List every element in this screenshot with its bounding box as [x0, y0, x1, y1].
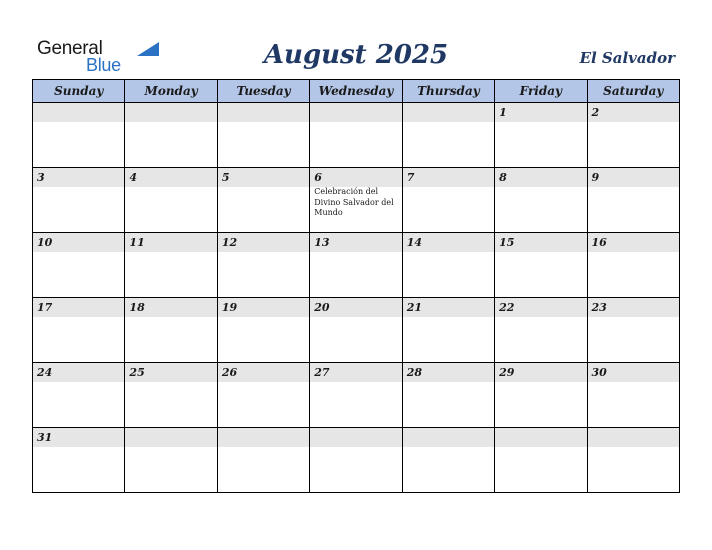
calendar-day-cell[interactable] — [495, 363, 587, 428]
day-number: 8 — [499, 171, 507, 184]
day-number: 11 — [129, 236, 145, 249]
calendar-week-row — [33, 298, 680, 363]
calendar-day-cell[interactable] — [33, 363, 125, 428]
day-number-bar — [403, 168, 494, 187]
day-number: 16 — [591, 236, 607, 249]
day-number: 28 — [406, 366, 422, 379]
day-number-bar — [33, 168, 124, 187]
calendar-day-cell[interactable] — [217, 428, 309, 493]
day-number: 21 — [406, 301, 422, 314]
weekday-header-row — [33, 80, 680, 103]
day-number-bar — [310, 168, 401, 187]
day-number: 12 — [221, 236, 238, 249]
calendar-day-cell[interactable] — [217, 233, 309, 298]
calendar-week-row — [33, 168, 680, 233]
day-number: 19 — [221, 301, 238, 314]
calendar-day-cell[interactable] — [217, 103, 309, 168]
day-number-bar — [125, 103, 216, 122]
day-number: 6 — [314, 171, 322, 184]
calendar-day-cell[interactable] — [217, 363, 309, 428]
day-number: 25 — [129, 366, 145, 379]
calendar-day-cell[interactable] — [310, 103, 402, 168]
calendar-day-cell[interactable] — [125, 233, 217, 298]
calendar-day-cell[interactable] — [402, 428, 494, 493]
day-number-bar — [588, 103, 679, 122]
day-number: 10 — [37, 236, 53, 249]
calendar-day-cell[interactable] — [310, 168, 402, 233]
day-number: 7 — [406, 171, 415, 184]
day-number: 4 — [129, 171, 138, 184]
calendar-week-row — [33, 363, 680, 428]
calendar-day-cell[interactable] — [33, 298, 125, 363]
calendar-day-cell[interactable] — [310, 363, 402, 428]
logo-word-blue: Blue — [86, 55, 121, 75]
calendar-day-cell[interactable] — [217, 168, 309, 233]
day-number-bar — [588, 168, 679, 187]
calendar-title: August 2025 — [263, 40, 449, 70]
calendar-day-cell[interactable] — [587, 428, 679, 493]
calendar-day-cell[interactable] — [310, 428, 402, 493]
weekday-tuesday: Tuesday — [217, 80, 309, 103]
calendar-day-cell[interactable] — [495, 168, 587, 233]
day-number-bar — [125, 428, 216, 447]
day-number-bar — [310, 428, 401, 447]
calendar-day-cell[interactable] — [495, 298, 587, 363]
day-number: 22 — [499, 301, 515, 314]
calendar-day-cell[interactable] — [495, 233, 587, 298]
country-name: El Salvador — [579, 49, 675, 67]
calendar-day-cell[interactable] — [402, 298, 494, 363]
calendar-day-cell[interactable] — [125, 168, 217, 233]
day-number: 17 — [37, 301, 53, 314]
day-number: 23 — [591, 301, 607, 314]
day-number: 9 — [591, 171, 600, 184]
calendar-day-cell[interactable] — [587, 233, 679, 298]
day-number: 26 — [221, 366, 238, 379]
calendar-day-cell[interactable] — [402, 363, 494, 428]
calendar-day-cell[interactable] — [33, 103, 125, 168]
calendar-day-cell[interactable] — [33, 428, 125, 493]
day-number-bar — [403, 103, 494, 122]
calendar-day-cell[interactable] — [402, 168, 494, 233]
calendar-week-row — [33, 103, 680, 168]
calendar-day-cell[interactable] — [402, 233, 494, 298]
weekday-monday: Monday — [125, 80, 217, 103]
day-number: 5 — [221, 171, 230, 184]
calendar-day-cell[interactable] — [125, 298, 217, 363]
calendar-day-cell[interactable] — [495, 428, 587, 493]
day-number-bar — [495, 168, 586, 187]
day-number-bar — [33, 103, 124, 122]
day-number-bar — [310, 103, 401, 122]
day-number-bar — [495, 103, 586, 122]
calendar-day-cell[interactable] — [587, 103, 679, 168]
calendar-day-cell[interactable] — [587, 298, 679, 363]
calendar-day-cell[interactable] — [217, 298, 309, 363]
calendar-day-cell[interactable] — [587, 363, 679, 428]
day-number-bar — [403, 428, 494, 447]
weekday-saturday: Saturday — [587, 80, 679, 103]
weekday-thursday: Thursday — [402, 80, 494, 103]
calendar-day-cell[interactable] — [310, 298, 402, 363]
day-number-bar — [218, 428, 309, 447]
day-number: 30 — [591, 366, 607, 379]
calendar-day-cell[interactable] — [310, 233, 402, 298]
calendar-week-row — [33, 233, 680, 298]
day-number: 14 — [406, 236, 422, 249]
day-number-bar — [588, 428, 679, 447]
day-number-bar — [218, 168, 309, 187]
weekday-wednesday: Wednesday — [310, 80, 402, 103]
day-number: 31 — [37, 431, 53, 444]
holiday-label: Celebración del Divino Salvador del Mundo — [314, 187, 394, 217]
day-number: 27 — [314, 366, 330, 379]
calendar-day-cell[interactable] — [495, 103, 587, 168]
weekday-friday: Friday — [495, 80, 587, 103]
calendar-day-cell[interactable] — [33, 168, 125, 233]
day-number: 18 — [129, 301, 145, 314]
calendar-week-row — [33, 428, 680, 493]
day-number: 3 — [37, 171, 45, 184]
day-number: 24 — [37, 366, 53, 379]
calendar-grid — [32, 79, 680, 493]
day-number: 20 — [314, 301, 330, 314]
calendar-day-cell[interactable] — [402, 103, 494, 168]
calendar-day-cell[interactable] — [33, 233, 125, 298]
day-number: 2 — [591, 106, 600, 119]
calendar-day-cell[interactable] — [125, 428, 217, 493]
day-number-bar — [495, 428, 586, 447]
calendar-day-cell[interactable] — [587, 168, 679, 233]
day-number: 29 — [499, 366, 515, 379]
day-number: 1 — [499, 106, 507, 119]
day-number: 13 — [314, 236, 330, 249]
calendar-day-cell[interactable] — [125, 363, 217, 428]
calendar-day-cell[interactable] — [125, 103, 217, 168]
day-number: 15 — [499, 236, 515, 249]
day-number-bar — [218, 103, 309, 122]
logo-word-general: General — [37, 38, 103, 59]
day-number-bar — [125, 168, 216, 187]
weekday-sunday: Sunday — [33, 80, 125, 103]
